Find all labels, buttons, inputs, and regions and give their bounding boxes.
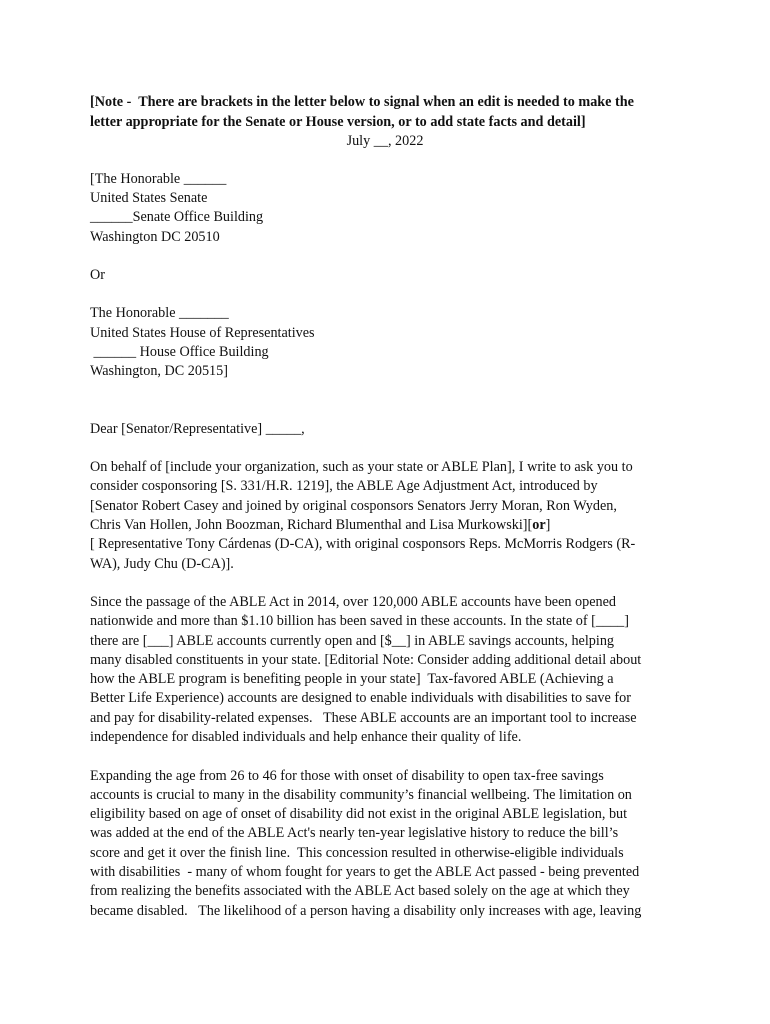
note-line-1: [Note - There are brackets in the letter below to signal when an edit is needed to make the xyxy=(90,94,634,110)
paragraph-3-line: from realizing the benefits associated with the ABLE Act based solely on the age at which they xyxy=(90,883,630,899)
senate-address-line-1: [The Honorable ______ xyxy=(90,171,227,187)
paragraph-2-line: many disabled constituents in your state. [Editorial Note: Consider adding additional detail about xyxy=(90,652,642,668)
house-address-line-3: ______ House Office Building xyxy=(90,344,269,360)
paragraph-1-line-4-end: ] xyxy=(545,517,551,533)
paragraph-2-line: and pay for disability-related expenses. These ABLE accounts are an important tool to increase xyxy=(90,710,637,726)
senate-address-line-3: ______Senate Office Building xyxy=(90,209,264,225)
paragraph-2-line: how the ABLE program is benefiting people in your state] Tax-favored ABLE (Achieving a xyxy=(90,671,614,687)
note-line-2: letter appropriate for the Senate or House version, or to add state facts and detail] xyxy=(90,114,586,130)
paragraph-1-line-4-text: Chris Van Hollen, John Boozman, Richard Blumenthal and Lisa Murkowski][ xyxy=(90,517,533,533)
or-separator: Or xyxy=(90,267,105,283)
paragraph-1-line: [ Representative Tony Cárdenas (D-CA), with original cosponsors Reps. McMorris Rodgers (R- xyxy=(90,536,636,552)
paragraph-3-line: became disabled. The likelihood of a person having a disability only increases with age, leaving xyxy=(90,903,642,919)
or-bold-marker: or xyxy=(532,517,546,533)
paragraph-3-line: Expanding the age from 26 to 46 for those with onset of disability to open tax-free savings xyxy=(90,768,604,784)
senate-address-line-2: United States Senate xyxy=(90,190,208,206)
letter-date: July __, 2022 xyxy=(346,133,424,149)
house-address-line-1: The Honorable _______ xyxy=(90,305,229,321)
house-address-line-4: Washington, DC 20515] xyxy=(90,363,228,379)
paragraph-3-line: accounts is crucial to many in the disability community’s financial wellbeing. The limitation on xyxy=(90,787,632,803)
paragraph-2-line: independence for disabled individuals and help enhance their quality of life. xyxy=(90,729,522,745)
senate-address-line-4: Washington DC 20510 xyxy=(90,229,220,245)
paragraph-3-line: score and get it over the finish line. This concession resulted in otherwise-eligible individuals xyxy=(90,845,624,861)
paragraph-1-line xyxy=(90,516,550,535)
salutation: Dear [Senator/Representative] _____, xyxy=(90,421,305,437)
paragraph-1-line: WA), Judy Chu (D-CA)]. xyxy=(90,556,234,572)
paragraph-1-line: On behalf of [include your organization, such as your state or ABLE Plan], I write to ask you to xyxy=(90,459,633,475)
paragraph-2-line: Better Life Experience) accounts are designed to enable individuals with disabilities to save for xyxy=(90,690,631,706)
paragraph-2-line: Since the passage of the ABLE Act in 2014, over 120,000 ABLE accounts have been opened xyxy=(90,594,616,610)
paragraph-3-line: with disabilities - many of whom fought for years to get the ABLE Act passed - being prevented xyxy=(90,864,640,880)
house-address-line-2: United States House of Representatives xyxy=(90,325,315,341)
paragraph-2-line: nationwide and more than $1.10 billion has been saved in these accounts. In the state of [____] xyxy=(90,613,629,629)
paragraph-1-line: consider cosponsoring [S. 331/H.R. 1219], the ABLE Age Adjustment Act, introduced by xyxy=(90,478,598,494)
paragraph-1-line: [Senator Robert Casey and joined by original cosponsors Senators Jerry Moran, Ron Wyden, xyxy=(90,498,617,514)
paragraph-2-line: there are [___] ABLE accounts currently open and [$__] in ABLE savings accounts, helping xyxy=(90,633,615,649)
paragraph-3-line: eligibility based on age of onset of disability did not exist in the original ABLE legislation, but xyxy=(90,806,628,822)
paragraph-3-line: was added at the end of the ABLE Act's nearly ten-year legislative history to reduce the bill’s xyxy=(90,825,619,841)
